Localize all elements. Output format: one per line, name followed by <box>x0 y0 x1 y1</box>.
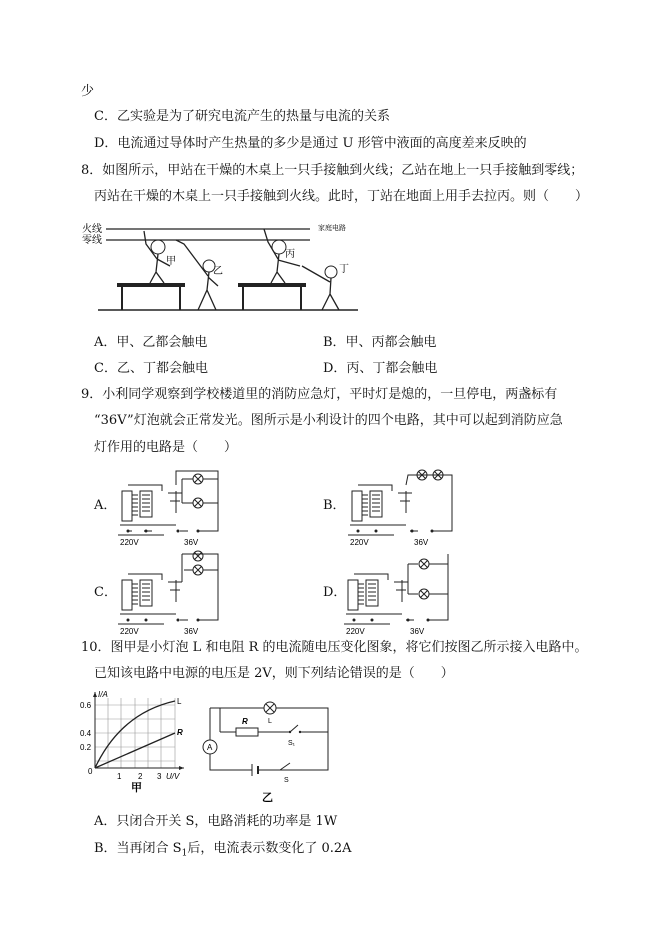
q9-option-a: A． <box>94 498 117 513</box>
q8-option-a: A．甲、乙都会触电 <box>94 335 208 350</box>
x-tick-1: 1 <box>117 772 122 781</box>
q10-option-a: A．只闭合开关 S，电路消耗的功率是 1W <box>94 814 338 829</box>
voltage-220-label: 220V <box>120 538 139 547</box>
switch-s-label: S <box>284 777 289 784</box>
x-tick-2: 2 <box>138 772 143 781</box>
voltage-36-label: 36V <box>414 538 429 547</box>
circuit-yi-label: 乙 <box>262 792 273 804</box>
q10-graph <box>80 688 200 804</box>
q10-circuit <box>200 692 340 806</box>
switch-s1-label: S₁ <box>288 740 296 747</box>
y-axis-label: I/A <box>98 690 108 699</box>
y-tick-06: 0.6 <box>80 701 92 710</box>
ammeter-label: A <box>207 743 213 752</box>
voltage-220-label: 220V <box>120 627 139 636</box>
q9-circuit-d <box>344 548 454 636</box>
voltage-36-label: 36V <box>184 627 199 636</box>
q8-figure <box>80 214 360 322</box>
voltage-36-label: 36V <box>184 538 199 547</box>
q9-option-d: D． <box>323 585 347 600</box>
person-bing-label: 丙 <box>285 249 295 260</box>
q9-circuit-c <box>118 548 228 636</box>
option-c-prev: C．乙实验是为了研究电流产生的热量与电流的关系 <box>94 109 390 124</box>
person-yi-label: 乙 <box>213 266 223 277</box>
line-r-label: R <box>177 728 183 737</box>
voltage-220-label: 220V <box>350 538 369 547</box>
question-9-line2: “36V”灯泡就会正常发光。图所示是小利设计的四个电路，其中可以起到消防应急 <box>94 413 563 428</box>
question-8-line1: 8．如图所示，甲站在干燥的木桌上一只手接触到火线；乙站在地上一只手接触到零线； <box>81 163 584 178</box>
voltage-220-label: 220V <box>346 627 365 636</box>
q9-circuit-a <box>118 465 228 547</box>
person-jia-label: 甲 <box>166 256 176 267</box>
question-10-line2: 已知该电路中电源的电压是 2V，则下列结论错误的是（ ） <box>94 666 454 681</box>
question-10-line1: 10．图甲是小灯泡 L 和电阻 R 的电流随电压变化图象，将它们按图乙所示接入电路中。 <box>81 640 588 655</box>
graph-jia-label: 甲 <box>131 782 142 794</box>
home-circuit-label: 家庭电路 <box>318 225 346 232</box>
q8-option-b: B．甲、丙都会触电 <box>323 335 437 350</box>
y-tick-04: 0.4 <box>80 729 92 738</box>
q9-circuit-b <box>348 465 458 547</box>
x-axis-label: U/V <box>166 772 180 781</box>
option-d-prev: D．电流通过导体时产生热量的多少是通过 U 形管中液面的高度差来反映的 <box>94 136 527 151</box>
voltage-36-label: 36V <box>410 627 425 636</box>
origin-label: 0 <box>88 767 93 776</box>
q9-option-c: C． <box>94 585 117 600</box>
zero-line-label: 零线 <box>82 235 102 246</box>
fire-line-label: 火线 <box>82 224 102 235</box>
q9-option-b: B． <box>323 498 346 513</box>
lamp-l-label: L <box>268 718 272 725</box>
q10-option-b: B．当再闭合 $S_1$后，电流表示数变化了 0.2A <box>94 841 352 859</box>
text-line: 少 <box>81 84 95 99</box>
resistor-r-label: R <box>242 717 248 726</box>
question-9-line3: 灯作用的电路是（ ） <box>94 440 238 455</box>
x-tick-3: 3 <box>157 772 162 781</box>
question-8-line2: 丙站在干燥的木桌上一只手接触到火线。此时，丁站在地面上用手去拉丙。则（ ） <box>94 189 589 204</box>
question-9-line1: 9．小利同学观察到学校楼道里的消防应急灯，平时灯是熄的，一旦停电，两盏标有 <box>81 387 558 402</box>
person-ding-label: 丁 <box>339 264 349 275</box>
q8-option-d: D．丙、丁都会触电 <box>323 361 438 376</box>
curve-l-label: L <box>177 697 182 706</box>
q8-option-c: C．乙、丁都会触电 <box>94 361 208 376</box>
y-tick-02: 0.2 <box>80 743 92 752</box>
